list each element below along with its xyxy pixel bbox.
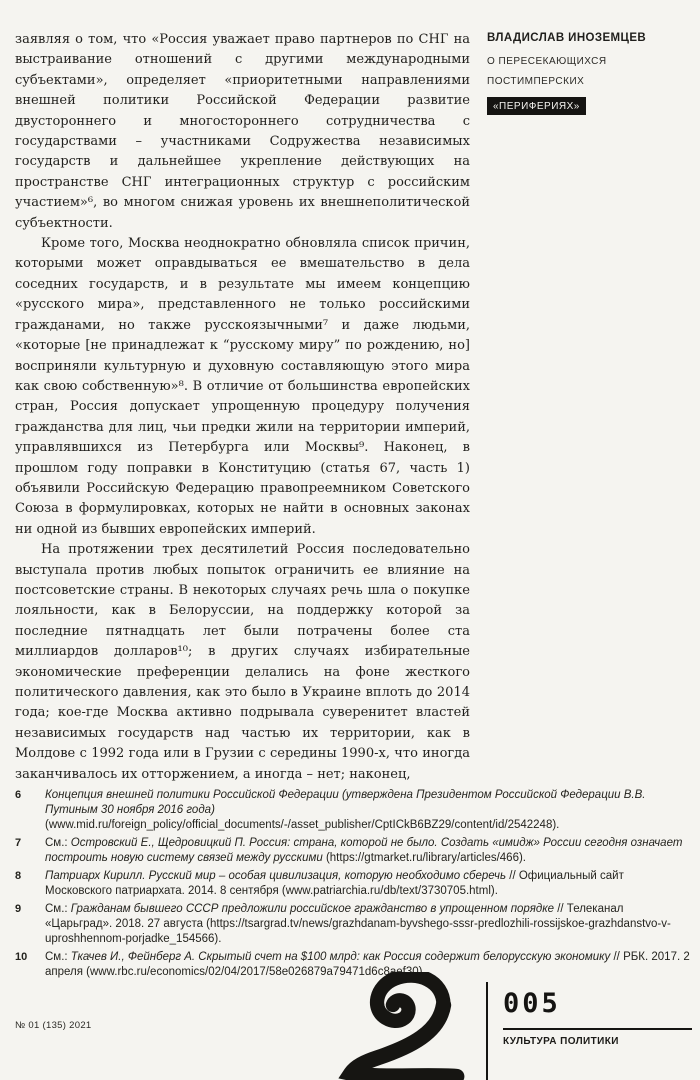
body-paragraph: Кроме того, Москва неоднократно обновляла список причин, которыми может оправдываться ее вмешательство в дела соседних государств, и в результате мы имеем концепцию «русского мира», представленного не только российскими гражданами, но также русскоязычными⁷ и даже людьми, «которые [не принадлежат к “русскому миру” по рождению, но] восприняли культурную и духовную составляющую этого мира как свою собственную»⁸. В отличие от большинства европейских стран, Россия допускает упрощенную процедуру получения гражданства для лиц, чьи предки жили на территории империй, управлявшихся из Петербурга или Москвы⁹. Наконец, в прошлом году поправки в Конституцию (статья 67, часть 1) объявили Российскую Федерацию правопреемником Советского Союза в формулировках, которых не найти в основных законах ни одной из бывших европейских империй. [15,236,470,537]
footnote-text: См.: Ткачев И., Фейнберг А. Скрытый счет на $100 млрд: как Россия содержит белорусскую экономику // РБК. 2017. 2 апреля (www.rbc.ru/economics/02/04/2017/58e026879a79471d6c8aef30). [45,951,690,978]
footnote-row [15,836,692,866]
footnote-number: 8 [15,870,22,882]
footnote-number: 6 [15,789,22,801]
body-paragraph: заявляя о том, что «Россия уважает право партнеров по СНГ на выстраивание отношений с другими международными субъектами», определяет «приоритетными направлениями внешней политики Российской Федерации развитие двустороннего и многостороннего сотрудничества с государствами – участниками Содружества независимых государств и дальнейшее укрепление действующих на пространстве СНГ интеграционных структур с российским участием»⁶, во многом снижая уровень их внешнеполитической субъектности. [15,32,470,231]
footnote-text: См.: Гражданам бывшего СССР предложили российское гражданство в упрощенном порядке // Телеканал «Царьград». 2018. 27 августа (https://tsargrad.tv/news/grazhdanam-byvshego-sssr-predlozhili-rossijskoe-grazhdanstvo-v-uproshhennom-porjadke_154566). [45,903,671,945]
body-paragraph: На протяжении трех десятилетий Россия последовательно выступала против любых попыток ограничить ее влияние на постсоветские страны. В некоторых случаях речь шла о покупке лояльности, как в Белоруссии, на поддержку которой за последние пятнадцать лет были потрачены более ста миллиардов долларов¹⁰; в других случаях избирательные экономические преференции делались на фоне жесткого политического давления, как это было в Украине вплоть до 2014 года; кое-где Москва активно подрывала суверенитет властей независимых государств над частью их территории, как в Молдове с 1992 года или в Грузии с середины 1990-х, что иногда заканчивалось их отторжением, а иногда – нет; наконец, [15,542,470,782]
article-title-line-1: О ПЕРЕСЕКАЮЩИХСЯ [487,56,607,67]
footnote-text: Концепция внешней политики Российской Федерации (утверждена Президентом Российской Федерации В.В. Путиным 30 ноября 2016 года) (www.mid.ru/foreign_policy/official_documents/-/asset_publisher/CptICkB6BZ29/content/id/2542248). [45,789,646,831]
footnote-row [15,788,692,833]
page-number: 005 [503,988,561,1019]
footnote-row [15,902,692,947]
section-label: КУЛЬТУРА ПОЛИТИКИ [503,1036,619,1047]
section-rule [503,1028,692,1030]
decorative-swirl-glyph [330,972,480,1080]
footnote-text: См.: Островский Е., Щедровицкий П. Россия: страна, которой не было. Создать «имидж» России сегодня означает построить новую систему связей между русскими (https://gtmarket.ru/library/articles/466). [45,837,683,864]
footer-divider [486,982,488,1080]
article-body [15,30,470,786]
article-title-badge: «ПЕРИФЕРИЯХ» [487,97,586,115]
footnote-number: 9 [15,903,22,915]
article-title-line-2: ПОСТИМПЕРСКИХ [487,76,585,87]
footnote-text: Патриарх Кирилл. Русский мир – особая цивилизация, которую необходимо сберечь // Официальный сайт Московского патриархата. 2014. 8 сентября (www.patriarchia.ru/db/text/3730705.html). [45,870,624,897]
footnote-row [15,869,692,899]
issue-label: № 01 (135) 2021 [15,1020,92,1031]
footnotes-block [15,788,692,984]
author-name: ВЛАДИСЛАВ ИНОЗЕМЦЕВ [487,32,647,44]
footnote-number: 7 [15,837,22,849]
footnote-number: 10 [15,951,28,963]
article-running-head [487,32,687,115]
